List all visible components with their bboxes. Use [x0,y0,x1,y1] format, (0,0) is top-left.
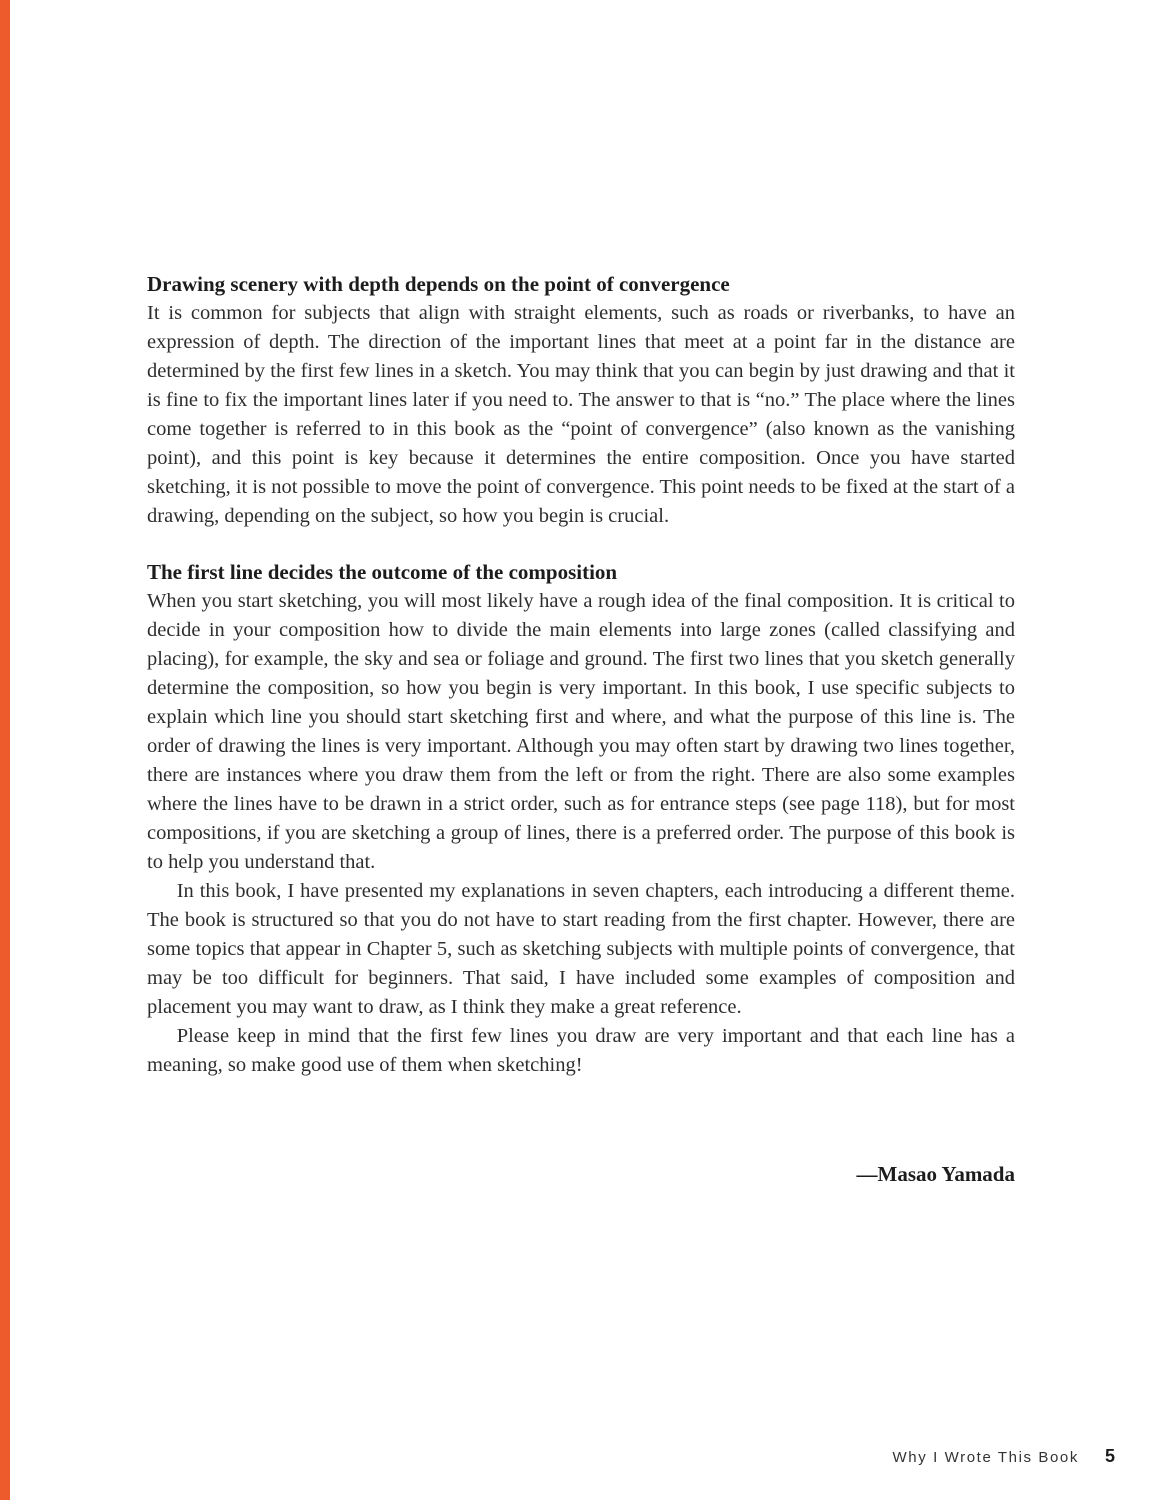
paragraph-first-line-1: When you start sketching, you will most likely have a rough idea of the final composition. It is critical to decide in your composition how to divide the main elements into large zones (called classifying and placing), for example, the sky and sea or foliage and ground. The first two lines that you sketch generally determine the composition, so how you begin is very important. In this book, I use specific subjects to explain which line you should start sketching first and where, and what the purpose of this line is. The order of drawing the lines is very important. Although you may often start by drawing two lines together, there are instances where you draw them from the left or from the right. There are also some examples where the lines have to be drawn in a strict order, such as for entrance steps (see page 118), but for most compositions, if you are sketching a group of lines, there is a preferred order. The purpose of this book is to help you understand that. [147,590,1015,873]
footer-chapter-label: Why I Wrote This Book [892,1449,1079,1466]
section-heading-first-line: The first line decides the outcome of the composition [147,560,618,584]
section-heading-point-of-convergence: Drawing scenery with depth depends on the point of convergence [147,272,730,296]
page-footer [893,1446,1115,1467]
paragraph-first-line-2: In this book, I have presented my explanations in seven chapters, each introducing a different theme. The book is structured so that you do not have to start reading from the first chapter. However, there are some topics that appear in Chapter 5, such as sketching subjects with multiple points of convergence, that may be too difficult for beginners. That said, I have included some examples of composition and placement you may want to draw, as I think they make a great reference. [147,880,1015,1018]
paragraph-point-of-convergence: It is common for subjects that align with straight elements, such as roads or riverbanks, to have an expression of depth. The direction of the important lines that meet at a point far in the distance are determined by the first few lines in a sketch. You may think that you can begin by just drawing and that it is fine to fix the important lines later if you need to. The answer to that is “no.” The place where the lines come together is referred to in this book as the “point of convergence” (also known as the vanishing point), and this point is key because it determines the entire composition. Once you have started sketching, it is not possible to move the point of convergence. This point needs to be fixed at the start of a drawing, depending on the subject, so how you begin is crucial. [147,302,1015,527]
page-content [147,270,1015,1187]
left-accent-bar [0,0,10,1500]
footer-page-number: 5 [1104,1446,1115,1466]
author-signature: —Masao Yamada [856,1162,1015,1186]
paragraph-first-line-3: Please keep in mind that the first few lines you draw are very important and that each line has a meaning, so make good use of them when sketching! [147,1025,1015,1076]
